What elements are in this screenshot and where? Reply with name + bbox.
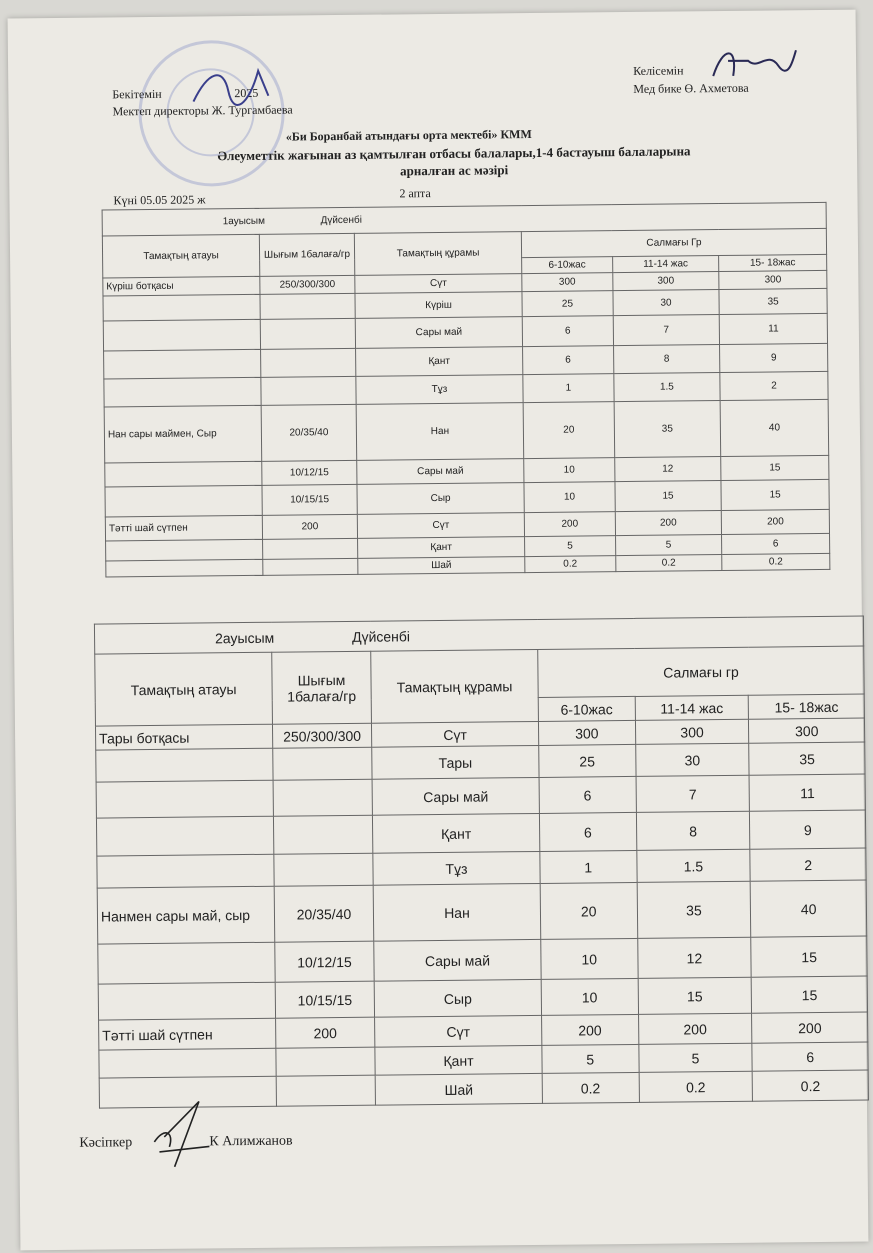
col-age-11-14: 11-14 жас <box>612 256 719 273</box>
weight-cell: 1.5 <box>614 373 721 402</box>
output-cell <box>260 318 355 349</box>
weight-cell: 15 <box>752 976 868 1013</box>
composition-cell: Қант <box>358 537 525 559</box>
dish-name-cell <box>106 539 263 561</box>
weight-cell: 30 <box>613 290 720 316</box>
weight-cell: 15 <box>751 936 867 977</box>
weight-cell: 25 <box>522 291 613 317</box>
school-name: «Би Боранбай атындағы орта мектебі» КММ <box>285 126 532 144</box>
output-cell: 20/35/40 <box>261 404 357 461</box>
col-dish-name: Тамақтың атауы <box>102 234 259 278</box>
weight-cell: 30 <box>635 743 749 776</box>
dish-name-cell <box>97 854 274 888</box>
dish-name-cell <box>104 349 261 379</box>
weight-cell: 5 <box>542 1044 639 1073</box>
weight-cell: 15 <box>721 479 829 510</box>
table-row <box>97 880 867 944</box>
menu-subtitle: арналған ас мәзірі <box>400 162 509 179</box>
weight-cell: 300 <box>635 719 749 744</box>
weight-cell: 0.2 <box>542 1072 639 1103</box>
weight-cell: 12 <box>637 937 751 978</box>
weight-cell: 15 <box>615 481 722 512</box>
col-composition: Тамақтың құрамы <box>354 232 521 276</box>
weight-cell: 8 <box>613 345 720 374</box>
dish-name-cell: Нан сары маймен, Сыр <box>104 405 262 463</box>
entrepreneur-label: Кәсіпкер <box>79 1135 133 1151</box>
nurse-signature <box>708 40 798 86</box>
weight-cell: 10 <box>524 482 615 513</box>
col-output: Шығым 1балаға/гр <box>272 651 372 724</box>
dish-name-cell: Нанмен сары май, сыр <box>97 886 275 944</box>
dish-name-cell <box>96 816 273 856</box>
weight-cell: 12 <box>614 457 721 482</box>
weight-cell: 40 <box>751 880 867 937</box>
weight-cell: 5 <box>638 1043 752 1072</box>
weight-cell: 300 <box>538 720 635 745</box>
weight-cell: 10 <box>541 978 638 1015</box>
composition-cell: Тұз <box>373 851 540 885</box>
table-row <box>104 399 829 463</box>
dish-name-cell: Тәтті шай сүтпен <box>105 515 262 541</box>
weight-cell: 1 <box>523 374 614 403</box>
weight-cell: 6 <box>539 776 636 813</box>
output-cell <box>263 538 358 559</box>
output-cell: 10/12/15 <box>275 941 374 982</box>
output-cell: 200 <box>262 514 357 539</box>
weight-cell: 6 <box>752 1042 868 1071</box>
composition-cell: Сары май <box>372 777 539 815</box>
weight-cell: 200 <box>542 1014 639 1045</box>
weight-cell: 35 <box>614 401 721 458</box>
director-signature <box>188 61 279 112</box>
approve-date: 2025 <box>234 85 259 101</box>
col-age-15-18: 15- 18жас <box>719 254 827 271</box>
weight-cell: 300 <box>719 270 827 289</box>
output-cell <box>274 853 373 886</box>
shift1-header: 1ауысым Дүйсенбі <box>102 202 826 236</box>
weight-cell: 7 <box>613 315 720 346</box>
composition-cell: Сүт <box>357 513 524 539</box>
weight-cell: 6 <box>722 533 830 554</box>
output-cell: 250/300/300 <box>272 723 371 748</box>
dish-name-cell <box>104 377 261 407</box>
dish-name-cell <box>96 748 273 782</box>
dish-name-cell: Тәтті шай сүтпен <box>99 1018 276 1050</box>
composition-cell: Қант <box>375 1045 542 1075</box>
weight-cell: 300 <box>613 272 720 291</box>
weight-cell: 300 <box>522 273 613 292</box>
weight-cell: 2 <box>720 371 828 400</box>
weight-cell: 10 <box>541 938 638 979</box>
col-age-15-18: 15- 18жас <box>749 694 865 719</box>
weight-cell: 2 <box>750 848 866 881</box>
weight-cell: 20 <box>523 402 614 459</box>
weight-cell: 6 <box>539 812 636 851</box>
output-cell: 10/15/15 <box>275 981 374 1018</box>
output-cell <box>261 348 356 377</box>
shift2-table <box>94 616 869 1109</box>
agree-label: Келісемін <box>633 63 684 78</box>
weight-cell: 200 <box>615 511 722 536</box>
col-age-11-14: 11-14 жас <box>635 695 749 720</box>
output-cell <box>273 815 372 854</box>
composition-cell: Сыр <box>357 483 524 515</box>
weight-cell: 11 <box>749 774 865 811</box>
dish-name-cell <box>98 982 275 1020</box>
weight-cell: 0.2 <box>615 555 722 572</box>
weight-cell: 6 <box>522 316 613 347</box>
output-cell <box>263 558 358 575</box>
composition-cell: Нан <box>373 883 541 941</box>
output-cell: 10/12/15 <box>262 460 357 485</box>
output-cell: 250/300/300 <box>260 275 355 294</box>
dish-name-cell <box>98 942 275 984</box>
col-age-6-10: 6-10жас <box>538 696 635 721</box>
output-cell: 10/15/15 <box>262 484 357 515</box>
weight-cell: 0.2 <box>722 553 830 570</box>
weight-cell: 200 <box>752 1012 868 1043</box>
shift1-table <box>102 202 831 578</box>
weight-cell: 11 <box>719 313 827 344</box>
composition-cell: Тұз <box>356 375 523 405</box>
weight-cell: 1.5 <box>636 849 750 882</box>
dish-name-cell <box>103 294 260 321</box>
shift2-header: 2ауысым Дүйсенбі <box>94 616 863 654</box>
composition-cell: Шай <box>375 1073 542 1105</box>
output-cell: 200 <box>276 1017 375 1048</box>
output-cell <box>273 779 372 816</box>
weight-cell: 8 <box>636 811 750 850</box>
weight-cell: 10 <box>524 458 615 483</box>
dish-name-cell <box>105 461 262 487</box>
week-label: 2 апта <box>399 186 431 201</box>
composition-cell: Қант <box>372 813 539 853</box>
menu-date: Күні 05.05 2025 ж <box>113 192 206 208</box>
document-sheet <box>8 10 869 1251</box>
weight-cell: 5 <box>525 536 616 557</box>
weight-cell: 35 <box>719 288 827 314</box>
weight-cell: 40 <box>720 399 828 456</box>
dish-name-cell <box>103 319 260 351</box>
output-cell <box>276 1075 375 1106</box>
entrepreneur-signature <box>144 1096 215 1172</box>
col-output: Шығым 1балаға/гр <box>259 233 354 276</box>
nurse-name: Мед бике Ө. Ахметова <box>633 80 749 96</box>
weight-cell: 9 <box>750 810 866 849</box>
composition-cell: Тары <box>372 745 539 779</box>
weight-cell: 200 <box>524 512 615 537</box>
menu-title: Әлеуметтік жағынан аз қамтылған отбасы балалары,1-4 бастауыш балаларына <box>217 143 691 164</box>
weight-cell: 6 <box>523 346 614 375</box>
composition-cell: Күріш <box>355 292 522 319</box>
composition-cell: Нан <box>356 403 524 461</box>
composition-cell: Сары май <box>374 939 541 981</box>
col-composition: Тамақтың құрамы <box>371 649 539 723</box>
weight-cell: 9 <box>720 343 828 372</box>
composition-cell: Сүт <box>371 721 538 747</box>
weight-cell: 35 <box>749 742 865 775</box>
dish-name-cell <box>99 1048 276 1078</box>
output-cell <box>276 1047 375 1076</box>
composition-cell: Сүт <box>355 274 522 294</box>
dish-name-cell <box>96 780 273 818</box>
output-cell: 20/35/40 <box>274 885 374 942</box>
approve-label: Бекітемін <box>112 86 162 102</box>
composition-cell: Сыр <box>374 979 541 1017</box>
weight-cell: 15 <box>638 977 752 1014</box>
dish-name-cell: Тары ботқасы <box>95 724 272 750</box>
composition-cell: Шай <box>358 557 525 575</box>
weight-cell: 20 <box>540 882 637 939</box>
composition-cell: Сүт <box>375 1015 542 1047</box>
weight-cell: 15 <box>721 455 829 480</box>
output-cell <box>260 293 355 319</box>
weight-cell: 25 <box>539 744 636 777</box>
composition-cell: Сары май <box>355 317 522 349</box>
weight-cell: 7 <box>636 775 750 812</box>
entrepreneur-name: К Алимжанов <box>209 1133 293 1150</box>
weight-cell: 0.2 <box>525 556 616 573</box>
weight-cell: 200 <box>638 1013 752 1044</box>
output-cell <box>261 376 356 405</box>
dish-name-cell <box>106 559 263 577</box>
col-weight: Салмағы Гр <box>521 228 826 257</box>
output-cell <box>273 747 372 780</box>
weight-cell: 35 <box>637 881 751 938</box>
composition-cell: Қант <box>356 347 523 377</box>
dish-name-cell: Күріш ботқасы <box>103 276 260 296</box>
col-weight: Салмағы гр <box>538 646 864 697</box>
weight-cell: 300 <box>749 718 865 743</box>
weight-cell: 5 <box>615 535 722 556</box>
weight-cell: 0.2 <box>639 1071 753 1102</box>
col-dish-name: Тамақтың атауы <box>95 652 273 726</box>
dish-name-cell <box>105 485 262 517</box>
weight-cell: 1 <box>540 850 637 883</box>
col-age-6-10: 6-10жас <box>522 257 613 274</box>
weight-cell: 0.2 <box>753 1070 869 1101</box>
weight-cell: 200 <box>721 509 829 534</box>
director-name: Мектеп директоры Ж. Тургамбаева <box>112 102 293 119</box>
composition-cell: Сары май <box>357 459 524 485</box>
